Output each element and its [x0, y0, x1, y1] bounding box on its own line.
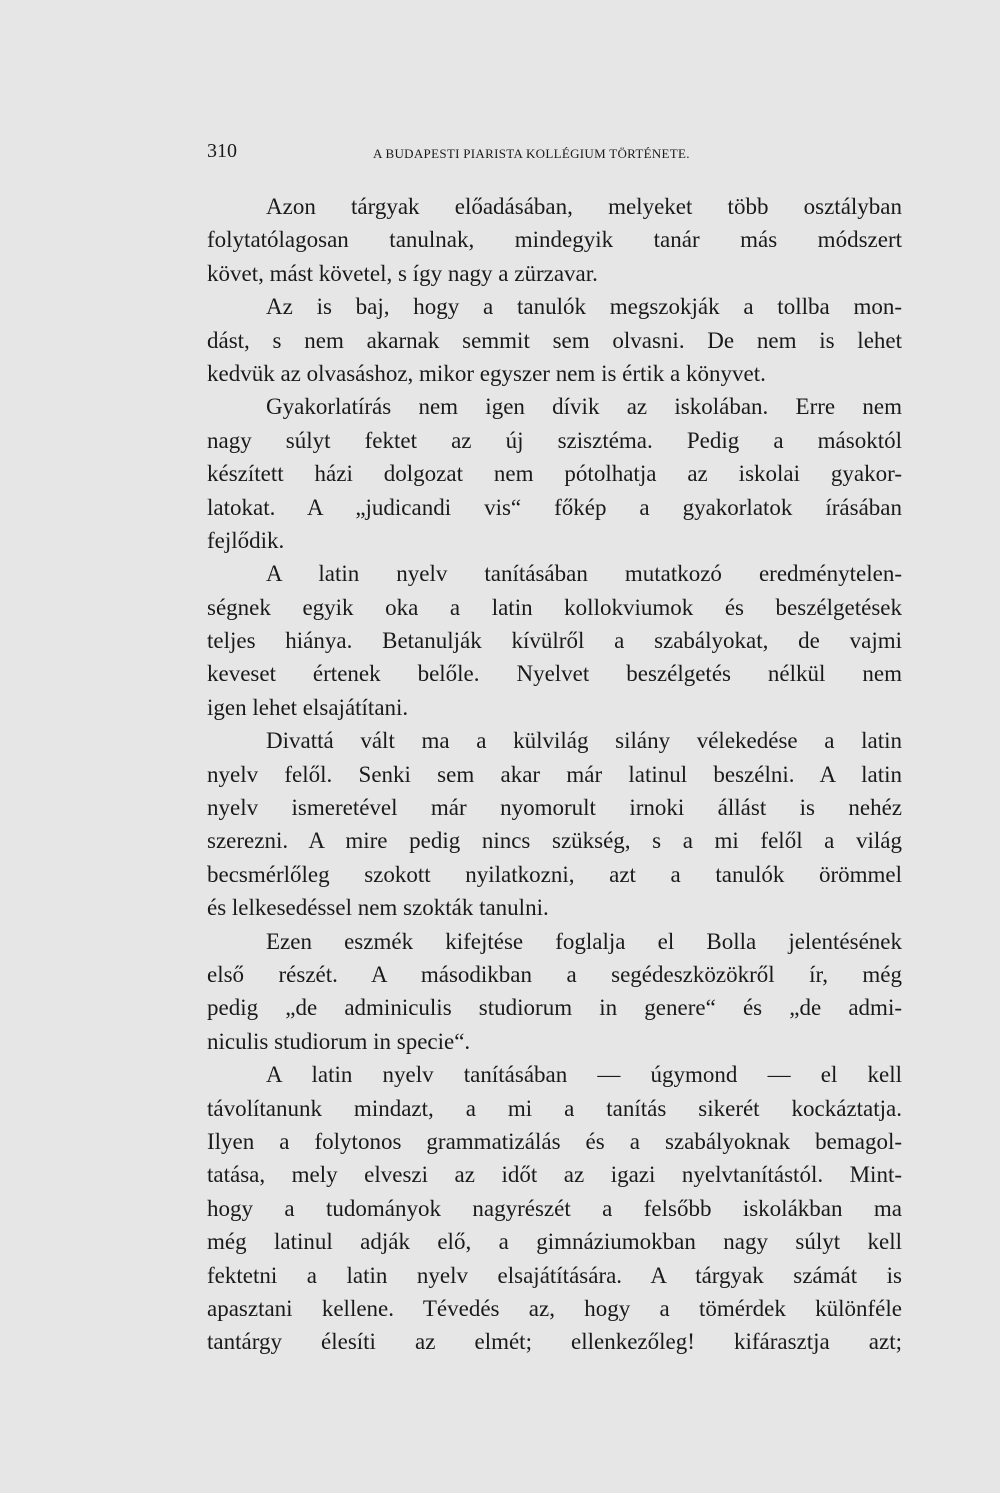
text-line: pedig „de adminiculis studiorum in genere“ és „de admi-: [207, 995, 902, 1021]
text-line: nagy súlyt fektet az új szisztéma. Pedig a másoktól: [207, 427, 902, 453]
page-number: 310: [207, 140, 237, 162]
text-line: távolítanunk mindazt, a mi a tanítás sikerét kockáztatja.: [207, 1095, 902, 1121]
text-line: niculis studiorum in specie“.: [207, 1028, 471, 1054]
text-line: A latin nyelv tanításában mutatkozó eredménytelen-: [266, 561, 902, 587]
text-line: Ilyen a folytonos grammatizálás és a szabályoknak bemagol-: [207, 1128, 902, 1154]
text-line: becsmérlőleg szokott nyilatkozni, azt a tanulók örömmel: [207, 861, 902, 887]
text-line: hogy a tudományok nagyrészét a felsőbb iskolákban ma: [207, 1195, 902, 1221]
text-line: nyelv felől. Senki sem akar már latinul beszélni. A latin: [207, 761, 902, 787]
text-line: A latin nyelv tanításában — úgymond — el kell: [266, 1062, 902, 1088]
text-line: tantárgy élesíti az elmét; ellenkezőleg! kifárasztja azt;: [207, 1329, 902, 1355]
text-line: Gyakorlatírás nem igen dívik az iskolában. Erre nem: [266, 394, 902, 420]
text-line: folytatólagosan tanulnak, mindegyik tanár más módszert: [207, 227, 902, 253]
text-line: Azon tárgyak előadásában, melyeket több osztályban: [266, 194, 902, 219]
text-line: Az is baj, hogy a tanulók megszokják a tollba mon-: [266, 294, 902, 320]
text-line: fejlődik.: [207, 527, 285, 553]
running-title: A BUDAPESTI PIARISTA KOLLÉGIUM TÖRTÉNETE.: [373, 146, 690, 161]
text-line: első részét. A másodikban a segédeszközökről ír, még: [207, 961, 902, 987]
text-line: igen lehet elsajátítani.: [207, 694, 409, 720]
text-line: apasztani kellene. Tévedés az, hogy a tömérdek különféle: [207, 1295, 902, 1321]
text-line: tatása, mely elveszi az időt az igazi nyelvtanítástól. Mint-: [207, 1162, 902, 1188]
text-line: Ezen eszmék kifejtése foglalja el Bolla jelentésének: [266, 928, 902, 954]
body-text: [207, 190, 902, 1359]
text-line: fektetni a latin nyelv elsajátítására. A tárgyak számát is: [207, 1262, 902, 1288]
running-header: [207, 140, 902, 170]
text-line: keveset értenek belőle. Nyelvet beszélgetés nélkül nem: [207, 661, 902, 687]
text-line: követ, mást követel, s így nagy a zürzavar.: [207, 260, 598, 286]
text-line: szerezni. A mire pedig nincs szükség, s a mi felől a világ: [207, 828, 902, 854]
text-line: kedvük az olvasáshoz, mikor egyszer nem is értik a könyvet.: [207, 360, 766, 386]
text-line: készített házi dolgozat nem pótolhatja az iskolai gyakor-: [207, 461, 902, 487]
text-line: ségnek egyik oka a latin kollokviumok és beszélgetések: [207, 594, 902, 620]
text-line: latokat. A „judicandi vis“ főkép a gyakorlatok írásában: [207, 494, 902, 520]
text-line: Divattá vált ma a külvilág silány vélekedése a latin: [266, 728, 902, 754]
text-line: dást, s nem akarnak semmit sem olvasni. De nem is lehet: [207, 327, 902, 353]
text-line: teljes hiánya. Betanulják kívülről a szabályokat, de vajmi: [207, 628, 902, 654]
text-line: még latinul adják elő, a gimnáziumokban nagy súlyt kell: [207, 1229, 902, 1255]
text-line: nyelv ismeretével már nyomorult irnoki állást is nehéz: [207, 795, 902, 821]
text-line: és lelkesedéssel nem szokták tanulni.: [207, 895, 549, 921]
